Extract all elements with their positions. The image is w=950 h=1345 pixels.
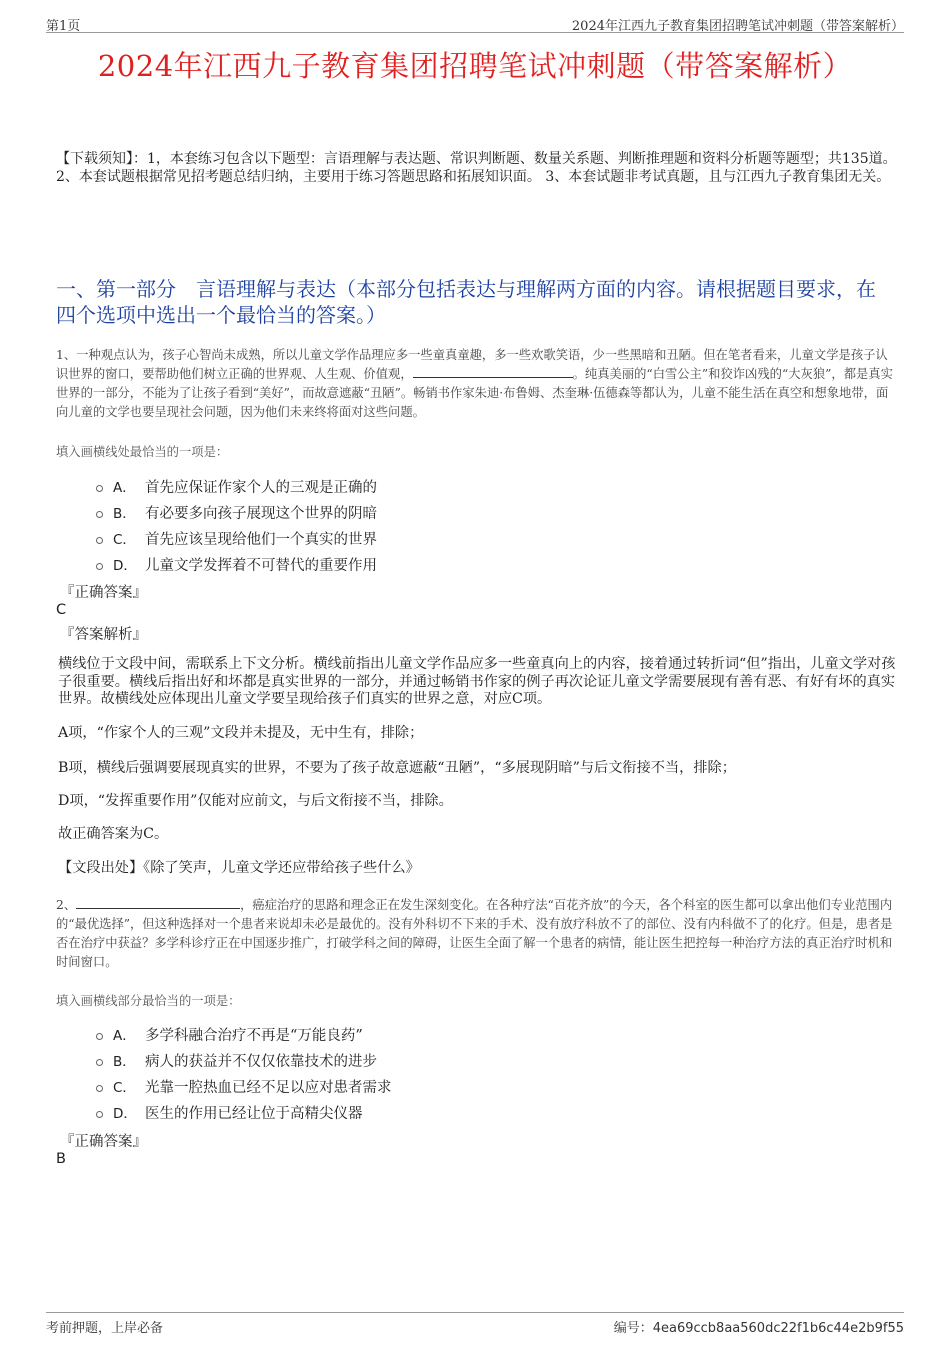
page-title: 2024年江西九子教育集团招聘笔试冲刺题（带答案解析） bbox=[97, 49, 853, 83]
question-2-option-c[interactable]: C． 光靠一腔热血已经不足以应对患者需求 bbox=[96, 1076, 392, 1096]
page-header bbox=[46, 12, 904, 33]
question-2-option-b[interactable]: B． 病人的获益并不仅仅依靠技术的进步 bbox=[96, 1050, 377, 1070]
question-1-option-c[interactable]: C． 首先应该呈现给他们一个真实的世界 bbox=[96, 528, 377, 548]
question-1-analysis-b: B项，横线后强调要展现真实的世界，不要为了孩子故意遮蔽“丑陋”，“多展现阴暗”与后文衔接不当，排除； bbox=[58, 760, 736, 776]
radio-icon[interactable] bbox=[96, 563, 103, 570]
question-2-option-d[interactable]: D． 医生的作用已经让位于高精尖仪器 bbox=[96, 1102, 363, 1122]
question-2-answer: B bbox=[56, 1151, 66, 1167]
question-1-option-d[interactable]: D． 儿童文学发挥着不可替代的重要作用 bbox=[96, 554, 377, 574]
download-notice: 【下载须知】：1，本套练习包含以下题型：言语理解与表达题、常识判断题、数量关系题、判断推理题和资料分析题等题型；共135道。 2、本套试题根据常见招考题总结归纳，主要用于练习答题思路和拓展知识面。 3、本套试题非考试真题，且与江西九子教育集团无关。 bbox=[56, 151, 897, 185]
question-2-text-a: 2、 bbox=[56, 898, 77, 912]
question-1-answer-label: 『正确答案』 bbox=[60, 585, 147, 601]
question-1-analysis-main: 横线位于文段中间，需联系上下文分析。横线前指出儿童文学作品应多一些童真向上的内容，接着通过转折词“但”指出，儿童文学对孩子很重要。横线后指出好和坏都是真实世界的一部分，并通过畅销书作家的例子再次论证儿童文学需要展现有善有恶、有好有坏的真实世界。故横线处应体现出儿童文学要呈现给孩子们真实的世界之意，对应C项。 bbox=[58, 656, 896, 707]
radio-icon[interactable] bbox=[96, 485, 103, 492]
radio-icon[interactable] bbox=[96, 537, 103, 544]
question-1-source: 【文段出处】《除了笑声，儿童文学还应带给孩子些什么》 bbox=[58, 860, 420, 876]
radio-icon[interactable] bbox=[96, 1085, 103, 1092]
question-1-option-a[interactable]: A． 首先应保证作家个人的三观是正确的 bbox=[96, 476, 377, 496]
question-1-text-a: 1、一种观点认为，孩子心智尚未成熟，所以儿童文学作品理应多一些童真童趣，多一些欢歌笑语，少一些黑暗和丑陋。但在笔者看来，儿童文学是孩子认识世界的窗口，要帮助他们树立正确的世界观、人生观、价值观， bbox=[56, 348, 888, 381]
question-1-analysis-d: D项，“发挥重要作用”仅能对应前文，与后文衔接不当，排除。 bbox=[58, 793, 453, 809]
question-2-prompt: 填入画横线部分最恰当的一项是： bbox=[56, 994, 241, 1008]
question-2-answer-label: 『正确答案』 bbox=[60, 1134, 147, 1150]
question-1-analysis-a: A项，“作家个人的三观”文段并未提及，无中生有，排除； bbox=[58, 725, 424, 741]
question-2-blank bbox=[76, 896, 240, 909]
radio-icon[interactable] bbox=[96, 1059, 103, 1066]
question-1-prompt: 填入画横线处最恰当的一项是： bbox=[56, 445, 229, 459]
radio-icon[interactable] bbox=[96, 1033, 103, 1040]
section-heading: 一、第一部分 言语理解与表达（本部分包括表达与理解两方面的内容。请根据题目要求，在四个选项中选出一个最恰当的答案。） bbox=[56, 277, 876, 327]
question-1-text bbox=[56, 346, 898, 422]
question-1-conclusion: 故正确答案为C。 bbox=[58, 826, 169, 842]
footer-code-value: 4ea69ccb8aa560dc22f1b6c44e2b9f55 bbox=[652, 1321, 904, 1336]
footer-slogan: 考前押题，上岸必备 bbox=[46, 1321, 164, 1336]
footer-doc-code bbox=[614, 1317, 904, 1336]
page-footer bbox=[46, 1312, 904, 1335]
question-1-analysis-label: 『答案解析』 bbox=[60, 627, 147, 643]
question-1-blank bbox=[413, 365, 573, 378]
radio-icon[interactable] bbox=[96, 1111, 103, 1118]
footer-code-label: 编号： bbox=[613, 1321, 653, 1336]
question-2-text bbox=[56, 896, 898, 972]
question-1-answer: C bbox=[56, 602, 67, 618]
question-1-text-b: 。纯真美丽的“白雪公主”和狡诈凶残的“大灰狼”，都是真实世界的一部分，不能为了让孩子看到“美好”，而故意遮蔽“丑陋”。畅销书作家朱迪·布鲁姆、杰奎琳·伍德森等都认为，儿童不能生活在真空和想象地带，面向儿童的文学也要呈现社会问题，因为他们未来终将面对这些问题。 bbox=[56, 367, 893, 419]
header-doc-title: 2024年江西九子教育集团招聘笔试冲刺题（带答案解析） bbox=[571, 19, 904, 34]
radio-icon[interactable] bbox=[96, 511, 103, 518]
question-1-option-b[interactable]: B． 有必要多向孩子展现这个世界的阴暗 bbox=[96, 502, 377, 522]
page-number: 第1页 bbox=[46, 19, 81, 34]
question-2-option-a[interactable]: A． 多学科融合治疗不再是“万能良药” bbox=[96, 1024, 363, 1044]
question-2-text-b: ，癌症治疗的思路和理念正在发生深刻变化。在各种疗法“百花齐放”的今天，各个科室的医生都可以拿出他们专业范围内的“最优选择”，但这种选择对一个患者来说却未必是最优的。没有外科切不下来的手术、没有放疗科放不了的部位、没有内科做不了的化疗。但是，患者是否在治疗中获益？多学科诊疗正在中国逐步推广，打破学科之间的障碍，让医生全面了解一个患者的病情，能让医生把控每一种治疗方法的真正治疗时机和时间窗口。 bbox=[56, 898, 893, 969]
